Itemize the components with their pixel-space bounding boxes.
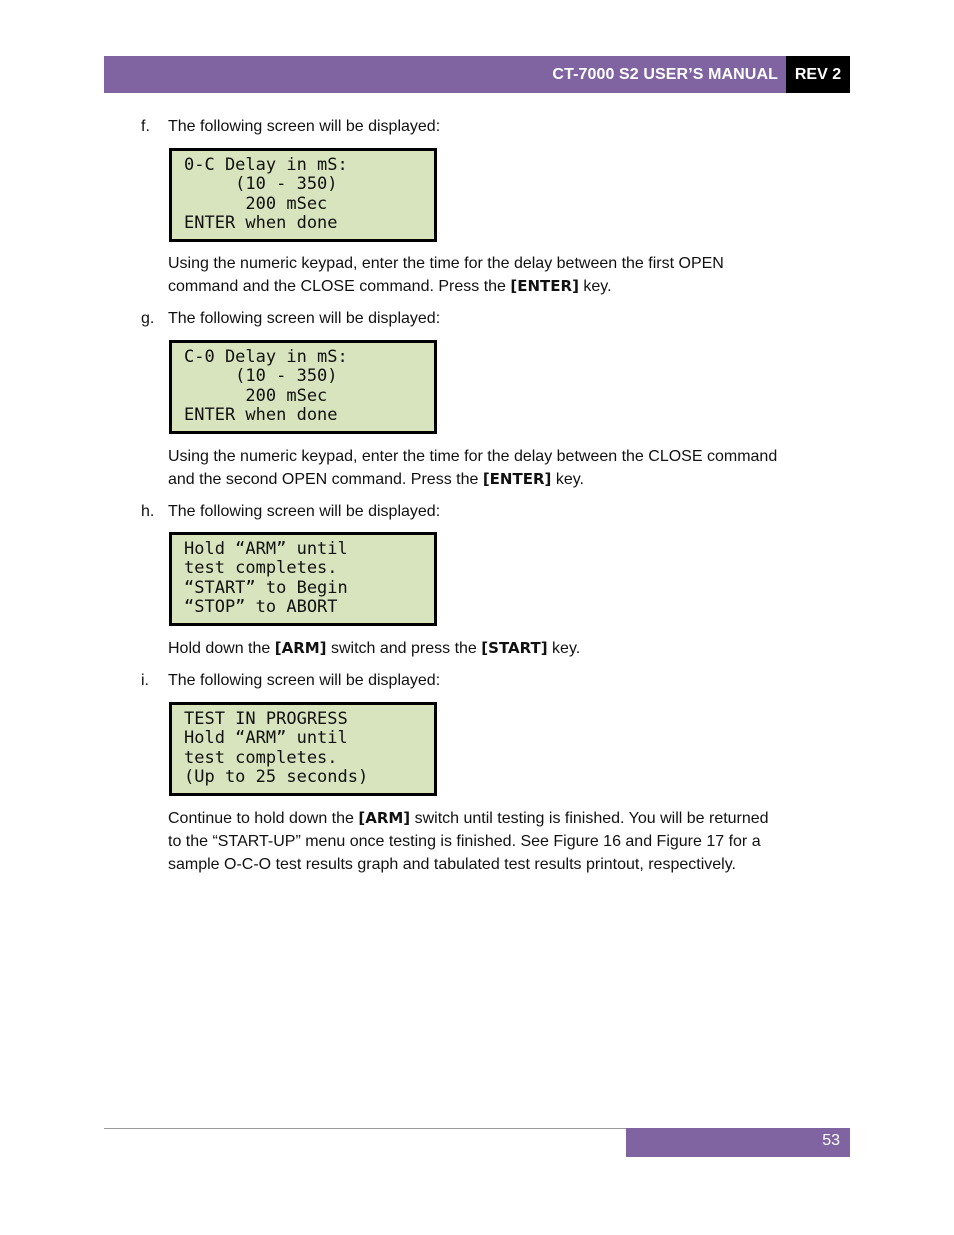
step-letter: f. [141, 118, 150, 135]
description-line: Using the numeric keypad, enter the time for the delay between the first OPEN [168, 255, 724, 272]
description-line: command and the CLOSE command. Press the [ENTER] key. [168, 277, 612, 295]
description-line: sample O-C-O test results graph and tabulated test results printout, respectively. [168, 856, 736, 873]
lcd-line: “START” to Begin [184, 577, 348, 598]
lcd-line: test completes. [184, 747, 338, 768]
step-description [168, 252, 833, 298]
header-band [104, 56, 850, 93]
lcd-line: ENTER when done [184, 213, 338, 234]
step-intro [141, 500, 831, 523]
step-intro [141, 669, 831, 692]
page-number: 53 [822, 1132, 840, 1149]
lcd-line: “STOP” to ABORT [184, 597, 338, 618]
description-line: to the “START-UP” menu once testing is finished. See Figure 16 and Figure 17 for a [168, 833, 761, 850]
step-intro-text: The following screen will be displayed: [168, 672, 441, 689]
description-line: and the second OPEN command. Press the [ENTER] key. [168, 470, 584, 488]
description-line: Continue to hold down the [ARM] switch until testing is finished. You will be returned [168, 809, 769, 827]
step-intro-text: The following screen will be displayed: [168, 310, 441, 327]
lcd-line: Hold “ARM” until [184, 728, 348, 749]
lcd-line: 0-C Delay in mS: [184, 155, 348, 175]
lcd-line: C-0 Delay in mS: [184, 347, 348, 367]
lcd-screen [169, 702, 437, 796]
step-intro [141, 307, 831, 330]
footer-page-band [626, 1128, 850, 1157]
revision-badge: REV 2 [786, 56, 850, 93]
enter-key-label: [ENTER] [510, 277, 579, 295]
step-letter: h. [141, 503, 155, 520]
step-intro-text: The following screen will be displayed: [168, 118, 441, 135]
start-key-label: [START] [481, 639, 548, 657]
enter-key-label: [ENTER] [482, 470, 552, 488]
step-intro [141, 115, 831, 138]
lcd-screen [169, 148, 437, 242]
step-description [168, 445, 833, 491]
lcd-line: Hold “ARM” until [184, 539, 348, 559]
lcd-screen [169, 532, 437, 626]
lcd-line: ENTER when done [184, 405, 338, 426]
step-letter: g. [141, 310, 155, 327]
lcd-line: 200 mSec [184, 385, 328, 406]
lcd-line: test completes. [184, 558, 338, 579]
arm-switch-label: [ARM] [274, 639, 327, 657]
lcd-line: TEST IN PROGRESS [184, 709, 348, 729]
description-line: Hold down the [ARM] switch and press the [START] key. [168, 639, 581, 657]
step-intro-text: The following screen will be displayed: [168, 503, 441, 520]
step-description [168, 637, 833, 660]
step-f [141, 115, 831, 295]
lcd-line: 200 mSec [184, 193, 328, 214]
manual-title: CT-7000 S2 USER’S MANUAL [552, 66, 778, 83]
lcd-screen [169, 340, 437, 434]
step-i [141, 669, 831, 873]
lcd-line: (10 - 350) [184, 366, 338, 387]
arm-switch-label: [ARM] [358, 809, 411, 827]
step-letter: i. [141, 672, 149, 689]
lcd-line: (10 - 350) [184, 174, 338, 195]
step-h [141, 500, 831, 657]
lcd-line: (Up to 25 seconds) [184, 767, 369, 788]
step-g [141, 307, 831, 488]
description-line: Using the numeric keypad, enter the time for the delay between the CLOSE command [168, 448, 778, 465]
step-description [168, 807, 833, 876]
